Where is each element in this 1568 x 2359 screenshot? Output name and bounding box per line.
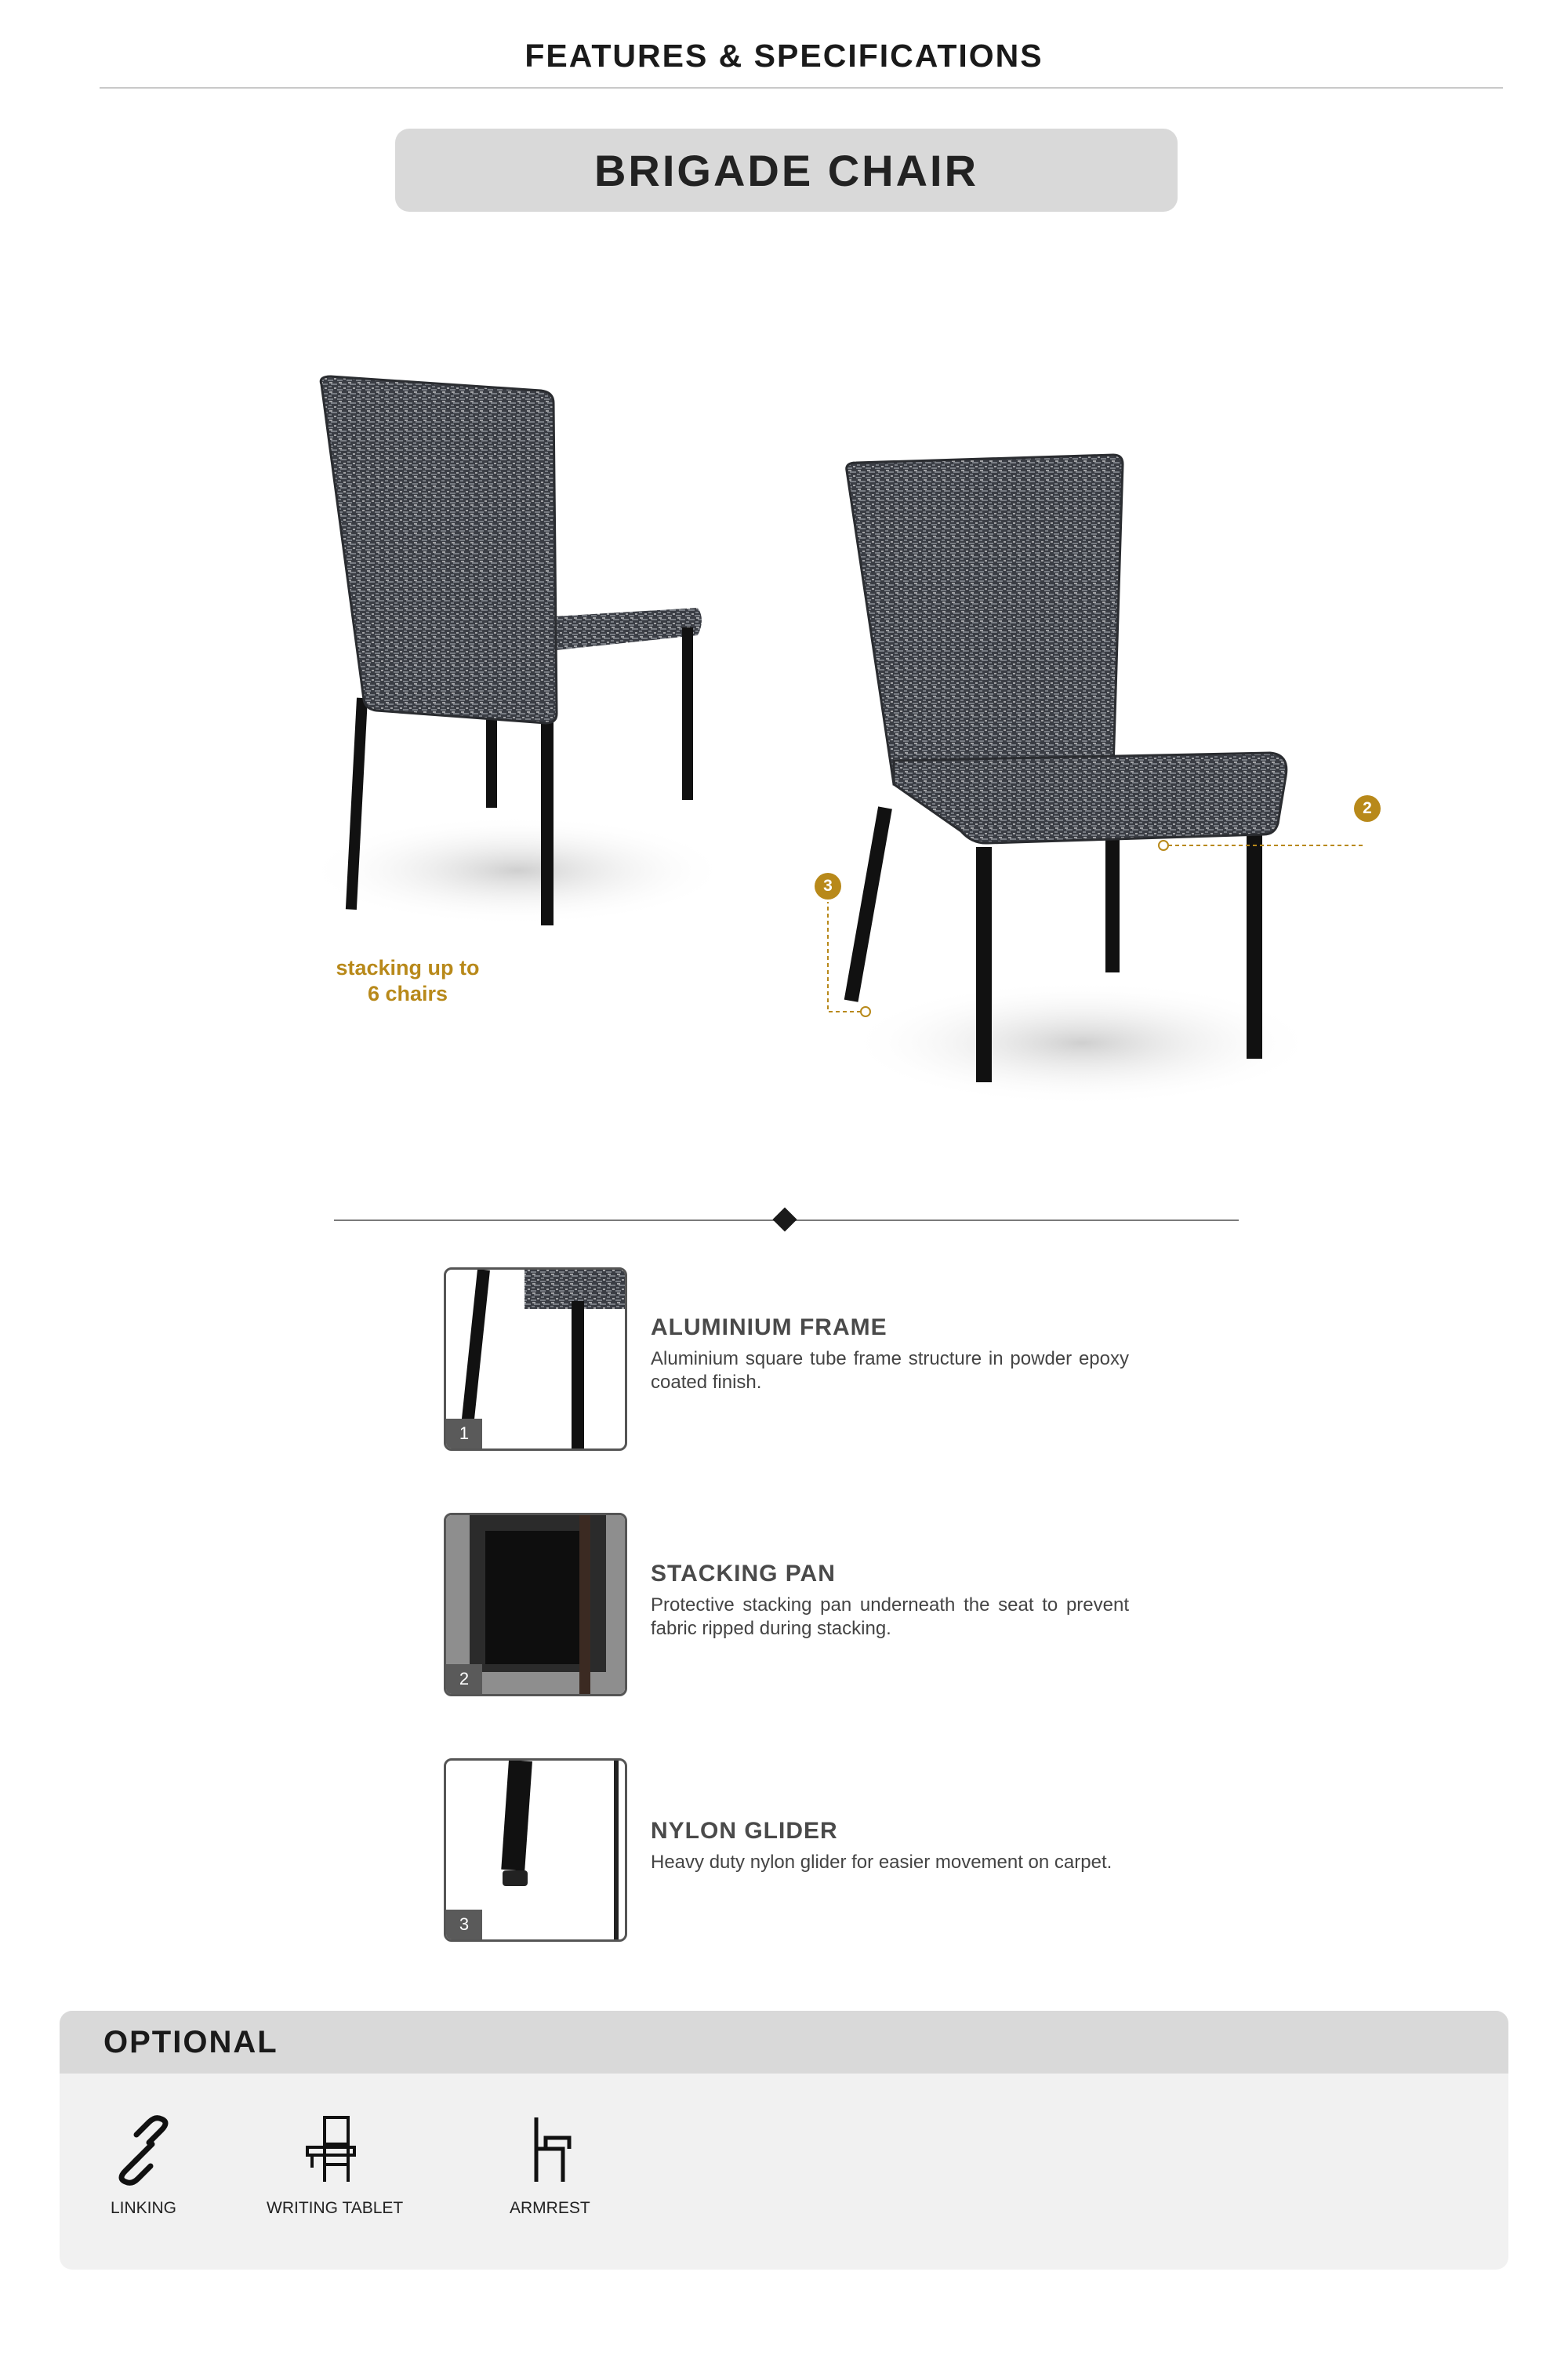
option-label: ARMREST: [510, 2199, 590, 2217]
link-icon: [108, 2113, 179, 2188]
option-linking: [108, 2113, 179, 2218]
armrest-icon: [514, 2113, 585, 2188]
callout-marker-2: 2: [1354, 795, 1381, 822]
stacking-note: [314, 955, 502, 1007]
chair-front-view-image: [800, 447, 1364, 1121]
feature-stacking-pan: [651, 1561, 1129, 1641]
feature-thumb-nylon-glider: [444, 1758, 627, 1942]
optional-header: [60, 2011, 1508, 2074]
optional-title: OPTIONAL: [103, 2025, 278, 2059]
feature-description: Heavy duty nylon glider for easier movement on carpet.: [651, 1852, 1112, 1873]
feature-description: Aluminium square tube frame structure in powder epoxy coated finish.: [651, 1348, 1129, 1393]
feature-number: 1: [446, 1419, 482, 1448]
feature-thumb-aluminium-frame: [444, 1267, 627, 1451]
writing-tablet-icon: [299, 2113, 370, 2188]
feature-number: 2: [446, 1664, 482, 1694]
chair-back-view-image: [290, 369, 745, 965]
optional-panel: [60, 2011, 1508, 2270]
option-label: LINKING: [110, 2199, 177, 2217]
feature-nylon-glider: [651, 1818, 1129, 1874]
header-rule: [100, 87, 1503, 89]
feature-aluminium-frame: [651, 1314, 1129, 1394]
option-armrest: [510, 2113, 590, 2218]
stacking-note-line1: stacking up to: [336, 956, 480, 980]
feature-title: STACKING PAN: [651, 1561, 836, 1587]
product-banner: [395, 129, 1178, 212]
option-writing-tablet: [267, 2113, 403, 2218]
page-title: FEATURES & SPECIFICATIONS: [524, 38, 1044, 74]
feature-number: 3: [446, 1910, 482, 1939]
stacking-note-line2: 6 chairs: [367, 982, 448, 1005]
product-name: BRIGADE CHAIR: [593, 145, 979, 195]
callout-marker-3: 3: [815, 873, 841, 900]
feature-description: Protective stacking pan underneath the seat to prevent fabric ripped during stacking.: [651, 1594, 1129, 1639]
divider-diamond-icon: [772, 1207, 797, 1231]
feature-title: NYLON GLIDER: [651, 1818, 838, 1844]
feature-thumb-stacking-pan: [444, 1513, 627, 1696]
option-label: WRITING TABLET: [267, 2199, 404, 2217]
feature-title: ALUMINIUM FRAME: [651, 1314, 887, 1340]
